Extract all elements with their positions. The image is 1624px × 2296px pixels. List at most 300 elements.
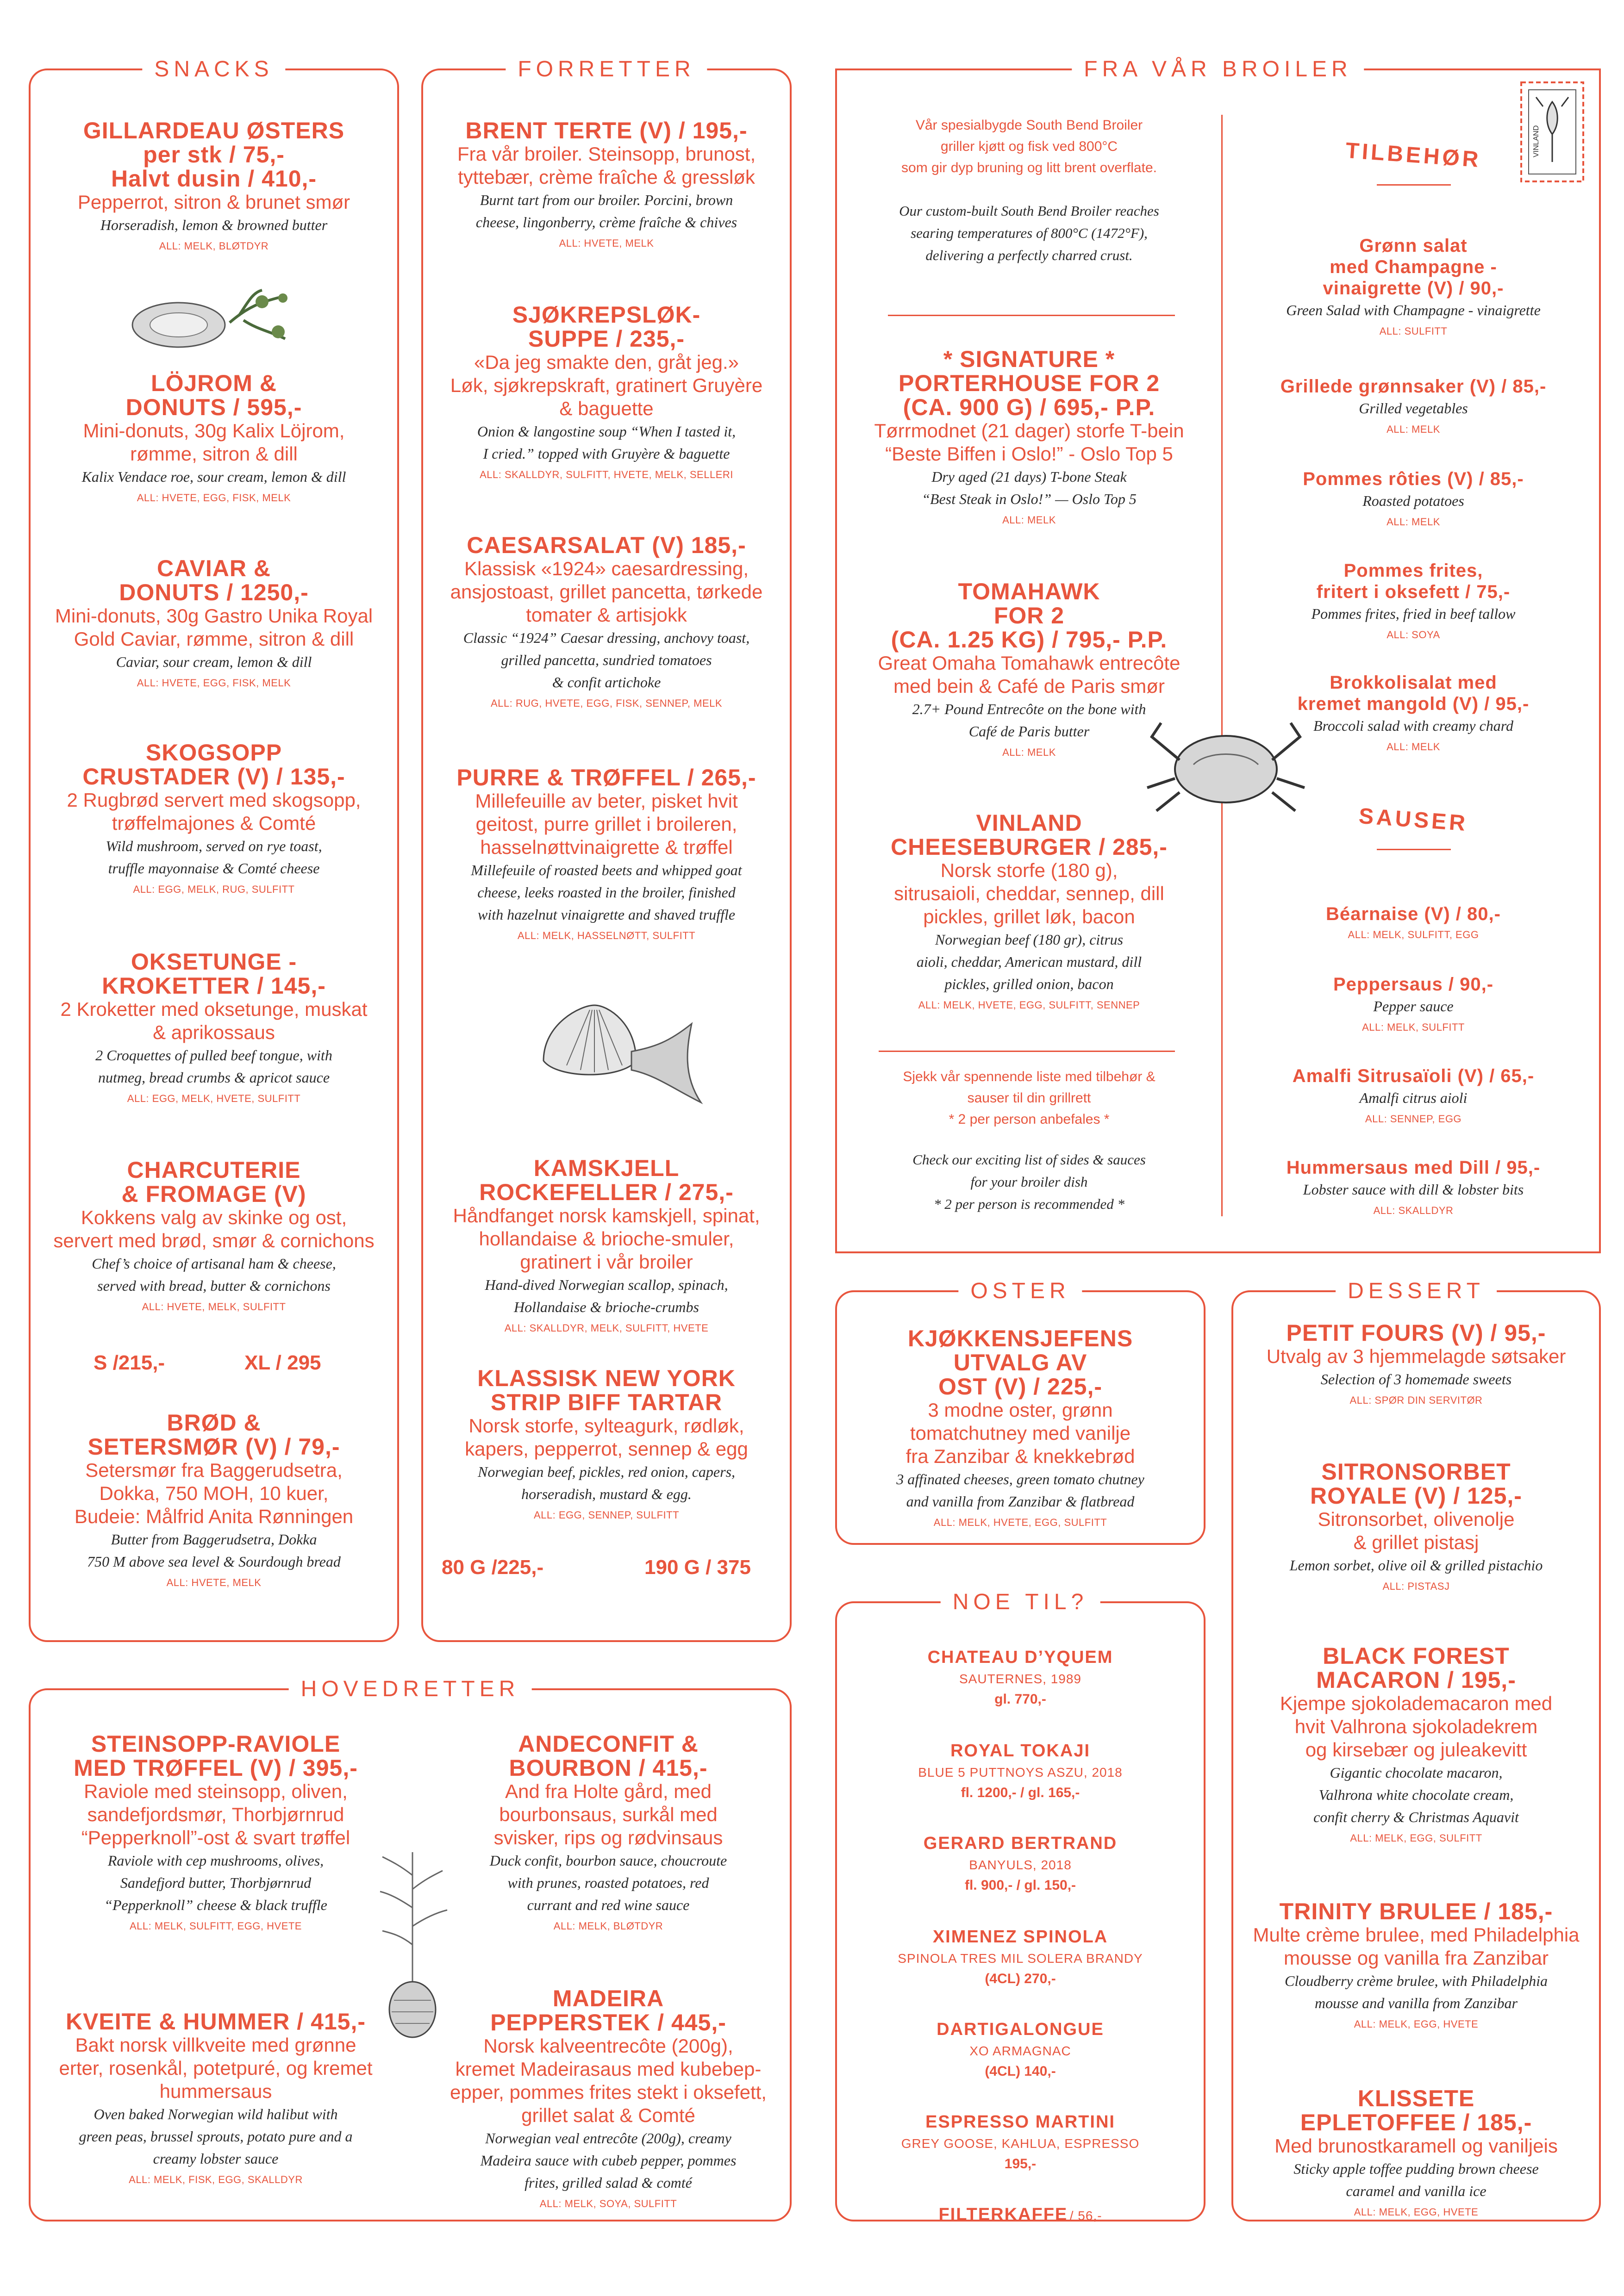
dessert-item-petit-fours	[1233, 1321, 1599, 1411]
item-desc-en: “Pepperknoll” cheese & black truffle	[104, 1897, 327, 1913]
item-desc-no: rømme, sitron & dill	[130, 443, 298, 465]
item-allergens: ALL: MELK	[1387, 516, 1440, 528]
item-desc-no: svisker, rips og rødvinsaus	[493, 1827, 723, 1848]
broiler-intro	[837, 115, 1221, 267]
item-desc-no: “Beste Biffen i Oslo!” - Oslo Top 5	[885, 443, 1173, 465]
drink-price: fl. 900,- / gl. 150,-	[964, 1878, 1076, 1893]
dessert-item-sitronsorbet	[1233, 1460, 1599, 1597]
item-desc-en: pickles, grilled onion, bacon	[944, 976, 1114, 992]
broiler-right-column	[1224, 70, 1603, 1251]
item-name: * SIGNATURE *	[943, 346, 1115, 372]
drink-sub: XO ARMAGNAC	[969, 2044, 1071, 2058]
item-name: SKOGSOPP	[145, 740, 282, 765]
item-name: KROKETTER / 145,-	[102, 973, 326, 999]
item-allergens: ALL: PISTASJ	[1382, 1580, 1450, 1592]
item-desc-en: 2 Croquettes of pulled beef tongue, with	[95, 1047, 332, 1064]
item-allergens: ALL: MELK	[1002, 514, 1056, 526]
item-desc-en: aioli, cheddar, American mustard, dill	[916, 953, 1142, 970]
item-desc-no: hollandaise & brioche-smuler,	[479, 1228, 734, 1250]
menu-item-kamskjell	[423, 1156, 790, 1338]
item-allergens: ALL: MELK, SULFITT, EGG, HVETE	[130, 1920, 302, 1932]
item-desc-no: hummersaus	[159, 2080, 272, 2102]
main-item-raviole	[31, 1732, 401, 1936]
item-name: ANDECONFIT &	[518, 1731, 699, 1757]
item-desc-no: Norsk kalveentrecôte (200g),	[483, 2035, 733, 2057]
item-desc-no: Bakt norsk villkveite med grønne	[75, 2034, 356, 2056]
drink-item-dartigalongue	[837, 2018, 1204, 2082]
broiler-note	[837, 1066, 1221, 1215]
drink-item-chateau	[837, 1646, 1204, 1710]
item-desc-en: horseradish, mustard & egg.	[521, 1486, 692, 1502]
dessert-item-black-forest	[1233, 1644, 1599, 1848]
item-allergens: ALL: MELK, EGG, HVETE	[1354, 2206, 1479, 2218]
item-name: PURRE & TRØFFEL / 265,-	[456, 765, 756, 790]
item-name: KVEITE & HUMMER / 415,-	[65, 2009, 366, 2035]
item-desc-en: Kalix Vendace roe, sour cream, lemon & dill	[81, 468, 346, 485]
item-desc-en: cheese, leeks roasted in the broiler, finished	[477, 884, 736, 901]
item-desc-no: Med brunostkaramell og vaniljeis	[1274, 2135, 1558, 2157]
item-name: KAMSKJELL	[533, 1155, 680, 1181]
item-name: (CA. 900 G) / 695,- P.P.	[903, 394, 1156, 420]
price-190g: 190 G / 375	[644, 1556, 751, 1579]
drink-sub: GREY GOOSE, KAHLUA, ESPRESSO	[901, 2136, 1140, 2151]
drink-price: (4CL) 270,-	[985, 1971, 1056, 1986]
drink-sub: SPINOLA TRES MIL SOLERA BRANDY	[898, 1951, 1143, 1966]
item-name: PORTERHOUSE FOR 2	[898, 370, 1160, 396]
note-en: Check our exciting list of sides & sauces	[912, 1151, 1146, 1168]
drink-sub: BLUE 5 PUTTNOYS ASZU, 2018	[918, 1765, 1123, 1780]
item-desc-en: Butter from Baggerudsetra, Dokka	[111, 1531, 317, 1548]
item-desc-en: Pepper sauce	[1373, 998, 1454, 1014]
item-desc-en: Classic “1924” Caesar dressing, anchovy toast,	[463, 629, 750, 646]
menu-item-ost	[837, 1326, 1204, 1533]
item-name: TRINITY BRULEE / 185,-	[1279, 1898, 1553, 1924]
item-desc-en: nutmeg, bread crumbs & apricot sauce	[98, 1069, 330, 1086]
item-desc-no: hvit Valhrona sjokoladekrem	[1294, 1716, 1538, 1737]
item-desc-en: & confit artichoke	[552, 674, 661, 691]
item-desc-no: pickles, grillet løk, bacon	[923, 906, 1135, 927]
item-name: Béarnaise (V) / 80,-	[1326, 904, 1501, 924]
drink-name: ROYAL TOKAJI	[950, 1741, 1091, 1761]
item-desc-en: Millefeuile of roasted beets and whipped goat	[471, 862, 742, 878]
item-name: Grønn salat	[1359, 236, 1468, 256]
drink-name: XIMENEZ SPINOLA	[932, 1927, 1108, 1947]
item-desc-no: Norsk storfe, sylteagurk, rødløk,	[468, 1415, 744, 1437]
item-desc-en: Selection of 3 homemade sweets	[1320, 1371, 1512, 1388]
intro-en: searing temperatures of 800°C (1472°F),	[911, 225, 1148, 241]
item-desc-en: Cloudberry crème brulee, with Philadelphia	[1285, 1972, 1548, 1989]
item-desc-en: 2.7+ Pound Entrecôte on the bone with	[912, 701, 1146, 717]
item-name: CAVIAR &	[157, 555, 271, 581]
drink-item-filterkaffe	[837, 2203, 1204, 2226]
item-name: TOMAHAWK	[958, 579, 1100, 604]
noetil-title: NOE TIL?	[941, 1587, 1100, 1617]
item-desc-no: & baguette	[559, 398, 654, 419]
intro-en: delivering a perfectly charred crust.	[925, 247, 1133, 263]
sauce-item-bearnaise	[1224, 903, 1603, 945]
item-desc-en: with prunes, roasted potatoes, red	[507, 1874, 709, 1891]
item-desc-no: mousse og vanilla fra Zanzibar	[1284, 1947, 1549, 1969]
item-name: KLASSISK NEW YORK	[477, 1365, 736, 1391]
main-item-andeconfit	[423, 1732, 793, 1936]
menu-item-gillardeau	[31, 118, 397, 256]
item-desc-en: Duck confit, bourbon sauce, choucroute	[489, 1852, 727, 1869]
item-desc-en: grilled pancetta, sundried tomatoes	[501, 652, 712, 668]
item-price: per stk / 75,-	[143, 142, 285, 168]
item-desc-no: sandefjordsmør, Thorbjørnrud	[87, 1804, 344, 1825]
item-allergens: ALL: HVETE, MELK	[166, 1577, 262, 1588]
item-allergens: ALL: SKALLDYR, MELK, SULFITT, HVETE	[504, 1322, 709, 1334]
item-desc-no: fra Zanzibar & knekkebrød	[906, 1445, 1135, 1467]
intro-no: som gir dyp bruning og litt brent overflate.	[901, 160, 1157, 175]
drink-price: gl. 770,-	[994, 1692, 1046, 1707]
item-name: STEINSOPP-RAVIOLE	[91, 1731, 341, 1757]
item-desc-no: geitost, purre grillet i broileren,	[475, 813, 737, 835]
item-desc-no: Mini-donuts, 30g Gastro Unika Royal	[55, 605, 373, 627]
item-desc-en: with hazelnut vinaigrette and shaved truffle	[477, 906, 736, 923]
item-name: PETIT FOURS (V) / 95,-	[1286, 1320, 1546, 1346]
menu-item-lojrom	[31, 371, 397, 508]
item-name: ROCKEFELLER / 275,-	[479, 1179, 734, 1205]
item-desc-no: gratinert i vår broiler	[520, 1251, 693, 1273]
drink-item-bertrand	[837, 1832, 1204, 1896]
item-name: Pommes rôties (V) / 85,-	[1303, 469, 1524, 489]
oyster-illustration	[123, 288, 299, 357]
hovedretter-right-column	[423, 1690, 793, 2220]
item-name: MACARON / 195,-	[1316, 1667, 1516, 1693]
item-name: BOURBON / 415,-	[509, 1755, 708, 1781]
snacks-title: SNACKS	[142, 55, 285, 84]
item-desc-en: Chef’s choice of artisanal ham & cheese,	[92, 1255, 336, 1272]
dessert-title: DESSERT	[1336, 1276, 1497, 1306]
item-name: MADEIRA	[552, 1985, 664, 2011]
item-name: DONUTS / 595,-	[125, 394, 302, 420]
item-name: OST (V) / 225,-	[938, 1374, 1102, 1400]
main-item-kveite	[31, 2010, 401, 2190]
note-no: Sjekk vår spennende liste med tilbehør &	[903, 1069, 1156, 1084]
menu-item-sjokrepslok	[423, 303, 790, 485]
item-allergens: ALL: HVETE, EGG, FISK, MELK	[137, 677, 291, 689]
drink-name: CHATEAU D’YQUEM	[927, 1648, 1113, 1667]
menu-item-skogsopp	[31, 740, 397, 900]
item-name: DONUTS / 1250,-	[119, 579, 309, 605]
item-name: BLACK FOREST	[1323, 1643, 1510, 1669]
item-desc-no: 3 modne oster, grønn	[928, 1399, 1113, 1421]
drink-price: 195,-	[1004, 2156, 1037, 2172]
divider	[888, 315, 1175, 316]
item-desc-no: servert med brød, smør & cornichons	[53, 1230, 375, 1251]
item-name: SETERSMØR (V) / 79,-	[87, 1434, 340, 1460]
intro-no: griller kjøtt og fisk ved 800°C	[940, 139, 1118, 154]
item-desc-no: hasselnøttvinaigrette & trøffel	[480, 836, 733, 858]
item-name: Brokkolisalat med	[1330, 672, 1497, 693]
hovedretter-panel	[29, 1677, 792, 2221]
snacks-panel	[29, 57, 399, 1642]
item-desc-en: Hand-dived Norwegian scallop, spinach,	[485, 1276, 728, 1293]
item-allergens: ALL: MELK, SULFITT, EGG	[1348, 929, 1479, 940]
item-allergens: ALL: SKALLDYR, SULFITT, HVETE, MELK, SELLERI	[480, 469, 733, 480]
item-desc-no: bourbonsaus, surkål med	[499, 1804, 718, 1825]
item-desc-en: Oven baked Norwegian wild halibut with	[94, 2106, 338, 2122]
note-en: * 2 per person is recommended *	[933, 1196, 1125, 1212]
hovedretter-left-column	[31, 1690, 401, 2220]
drink-price: fl. 1200,- / gl. 165,-	[961, 1785, 1080, 1800]
item-desc-en: Pommes frites, fried in beef tallow	[1311, 605, 1516, 622]
item-desc-no: Tørrmodnet (21 dager) storfe T-bein	[874, 420, 1184, 442]
item-desc-no: 2 Kroketter med oksetunge, muskat	[60, 998, 368, 1020]
item-name: (CA. 1.25 KG) / 795,- P.P.	[891, 627, 1168, 653]
item-allergens: ALL: SOYA	[1387, 629, 1440, 641]
item-desc-no: kapers, pepperrot, sennep & egg	[465, 1438, 748, 1460]
item-allergens: ALL: SKALLDYR	[1373, 1205, 1454, 1216]
item-desc-en: Raviole with cep mushrooms, olives,	[107, 1852, 324, 1869]
item-desc-no: Fra vår broiler. Steinsopp, brunost,	[457, 143, 756, 165]
item-allergens: ALL: MELK, BLØTDYR	[159, 240, 269, 252]
item-name: OKSETUNGE -	[131, 949, 297, 975]
item-desc-no: Budeie: Målfrid Anita Rønningen	[74, 1506, 354, 1527]
item-desc-en: I cried.” topped with Gruyère & baguette	[483, 445, 730, 462]
item-name: STRIP BIFF TARTAR	[490, 1389, 723, 1415]
item-allergens: ALL: HVETE, EGG, FISK, MELK	[137, 492, 291, 504]
item-desc-en: Onion & langostine soup “When I tasted it,	[477, 423, 736, 440]
note-no: sauser til din grillrett	[967, 1090, 1091, 1106]
item-desc-no: Dokka, 750 MOH, 10 kuer,	[99, 1482, 329, 1504]
dessert-panel	[1231, 1279, 1601, 2221]
dessert-item-trinity-brulee	[1233, 1899, 1599, 2035]
side-item-grillede	[1224, 376, 1603, 440]
oster-panel	[835, 1279, 1206, 1545]
broiler-left-column	[837, 70, 1221, 1251]
item-name: CAESARSALAT (V) 185,-	[467, 532, 746, 558]
item-desc-en: creamy lobster sauce	[153, 2150, 279, 2167]
sauce-item-peppersaus	[1224, 974, 1603, 1038]
menu-item-porterhouse	[837, 347, 1221, 530]
item-desc-en: Broccoli salad with creamy chard	[1313, 717, 1513, 734]
drink-price: (4CL) 140,-	[985, 2064, 1056, 2079]
menu-item-biff-tartar	[423, 1366, 790, 1525]
tilbehor-title: TILBEHØR	[1344, 138, 1482, 173]
item-name: EPLETOFFEE / 185,-	[1300, 2109, 1532, 2135]
item-desc-no: “Pepperknoll”-ost & svart trøffel	[81, 1827, 350, 1848]
item-desc-no: tomater & artisjokk	[526, 604, 687, 626]
item-allergens: ALL: EGG, MELK, HVETE, SULFITT	[127, 1093, 301, 1104]
price-small: S /215,-	[94, 1351, 165, 1374]
item-name: CHEESEBURGER / 285,-	[891, 834, 1168, 860]
price-xl: XL / 295	[244, 1351, 321, 1374]
noetil-panel	[835, 1590, 1206, 2224]
item-desc-no: And fra Holte gård, med	[505, 1780, 712, 1802]
item-desc-en: Sandefjord butter, Thorbjørnrud	[120, 1874, 312, 1891]
forretter-title: FORRETTER	[506, 55, 707, 84]
item-desc-en: Lobster sauce with dill & lobster bits	[1303, 1181, 1524, 1198]
item-desc-en: Burnt tart from our broiler. Porcini, brown	[480, 192, 733, 208]
item-desc-en: Grilled vegetables	[1359, 400, 1468, 417]
item-desc-no: Millefeuille av beter, pisket hvit	[475, 790, 738, 812]
item-desc-en: Madeira sauce with cubeb pepper, pommes	[480, 2152, 737, 2169]
drink-name: ESPRESSO MARTINI	[925, 2112, 1115, 2132]
item-name: Amalfi Sitrusaïoli (V) / 65,-	[1292, 1066, 1535, 1086]
item-desc-en: Wild mushroom, served on rye toast,	[106, 838, 322, 854]
item-desc-no: med bein & Café de Paris smør	[893, 675, 1165, 697]
item-desc-en: Lemon sorbet, olive oil & grilled pistachio	[1289, 1557, 1543, 1574]
forretter-panel	[421, 57, 792, 1642]
item-allergens: ALL: MELK, BLØTDYR	[553, 1920, 663, 1932]
item-desc-en: Norwegian beef (180 gr), citrus	[935, 931, 1124, 948]
item-name: SUPPE / 235,-	[528, 326, 685, 352]
item-desc-no: 2 Rugbrød servert med skogsopp,	[67, 789, 361, 811]
drink-item-tokaji	[837, 1739, 1204, 1803]
column-divider	[1221, 115, 1223, 1216]
item-desc-no: tomatchutney med vanilje	[910, 1422, 1131, 1444]
sauce-item-sitrusaioli	[1224, 1065, 1603, 1129]
item-desc-en: and vanilla from Zanzibar & flatbread	[906, 1493, 1135, 1510]
side-item-pommes-roties	[1224, 468, 1603, 532]
item-desc-en: served with bread, butter & cornichons	[97, 1277, 331, 1294]
side-item-pommes-frites	[1224, 560, 1603, 645]
item-name: Hummersaus med Dill / 95,-	[1286, 1157, 1541, 1178]
item-name: BRØD &	[167, 1410, 261, 1436]
item-allergens: ALL: MELK, SOYA, SULFITT	[539, 2198, 677, 2209]
item-desc-en: Caviar, sour cream, lemon & dill	[116, 653, 312, 670]
menu-item-caesarsalat	[423, 533, 790, 714]
item-desc-no: «Da jeg smakte den, gråt jeg.»	[474, 351, 739, 373]
item-name: MED TRØFFEL (V) / 395,-	[74, 1755, 358, 1781]
item-name: SJØKREPSLØK-	[512, 302, 701, 328]
sauser-title: SAUSER	[1358, 803, 1469, 836]
dessert-item-klissete	[1233, 2086, 1599, 2222]
drink-name: DARTIGALONGUE	[937, 2020, 1104, 2039]
item-name: ROYALE (V) / 125,-	[1310, 1483, 1522, 1509]
item-allergens: ALL: MELK, HVETE, EGG, SULFITT, SENNEP	[918, 999, 1140, 1011]
item-desc-no: Great Omaha Tomahawk entrecôte	[878, 652, 1181, 674]
item-name: LÖJROM &	[151, 370, 277, 396]
main-item-madeira	[423, 1986, 793, 2214]
side-item-gronn-salat	[1224, 235, 1603, 342]
item-desc-en: Café de Paris butter	[968, 723, 1090, 740]
item-desc-no: tyttebær, crème fraîche & gressløk	[458, 166, 755, 188]
drink-sub: BANYULS, 2018	[969, 1858, 1072, 1872]
item-desc-en: confit cherry & Christmas Aquavit	[1313, 1809, 1519, 1825]
side-item-brokkolisalat	[1224, 672, 1603, 757]
item-desc-no: Mini-donuts, 30g Kalix Löjrom,	[83, 420, 345, 442]
item-desc-en: 750 M above sea level & Sourdough bread	[87, 1553, 341, 1570]
drink-price: / 56,-	[1069, 2209, 1102, 2223]
item-desc-no: Utvalg av 3 hjemmelagde søtsaker	[1266, 1345, 1566, 1367]
item-desc-en: Hollandaise & brioche-crumbs	[514, 1299, 699, 1315]
item-desc-no: sitrusaioli, cheddar, sennep, dill	[894, 883, 1164, 904]
item-allergens: ALL: HVETE, MELK, SULFITT	[142, 1301, 286, 1313]
item-desc-no: Norsk storfe (180 g),	[940, 859, 1118, 881]
item-desc-en: mousse and vanilla from Zanzibar	[1315, 1995, 1518, 2011]
item-name: med Champagne -	[1330, 257, 1497, 277]
item-desc-no: ansjostoast, grillet pancetta, tørkede	[450, 581, 763, 603]
item-desc-no: trøffelmajones & Comté	[112, 812, 316, 834]
item-allergens: ALL: MELK, EGG, SULFITT	[1350, 1832, 1482, 1844]
item-name: Grillede grønnsaker (V) / 85,-	[1280, 376, 1547, 397]
item-name: Pommes frites,	[1343, 560, 1483, 581]
item-desc-en: frites, grilled salad & comté	[525, 2174, 692, 2191]
menu-item-charcuterie	[31, 1158, 397, 1317]
divider	[879, 1051, 1175, 1052]
item-desc-en: Amalfi citrus aioli	[1359, 1089, 1468, 1106]
menu-item-purre-troffel	[423, 765, 790, 946]
item-desc-en: Sticky apple toffee pudding brown cheese	[1293, 2160, 1539, 2177]
menu-item-caviar	[31, 556, 397, 693]
item-name: CHARCUTERIE	[127, 1157, 301, 1183]
item-name: kremet mangold (V) / 95,-	[1297, 694, 1530, 714]
item-desc-en: currant and red wine sauce	[527, 1897, 690, 1913]
item-price: Halvt dusin / 410,-	[111, 166, 317, 192]
item-desc-en: 3 affinated cheeses, green tomato chutney	[896, 1471, 1144, 1487]
item-allergens: ALL: MELK, HVETE, EGG, SULFITT	[933, 1517, 1107, 1528]
drink-name: GERARD BERTRAND	[923, 1834, 1118, 1853]
note-no: * 2 per person anbefales *	[949, 1112, 1110, 1127]
item-desc-no: & aprikossaus	[153, 1021, 275, 1043]
item-desc-no: kremet Madeirasaus med kubebep-	[455, 2058, 762, 2080]
intro-en: Our custom-built South Bend Broiler reaches	[899, 203, 1159, 219]
note-en: for your broiler dish	[970, 1174, 1088, 1190]
price-80g: 80 G /225,-	[442, 1556, 544, 1579]
item-name: VINLAND	[976, 810, 1082, 836]
item-desc-no: erter, rosenkål, potetpuré, og kremet	[59, 2057, 373, 2079]
item-desc-no: Multe crème brulee, med Philadelphia	[1253, 1924, 1580, 1946]
item-allergens: ALL: SULFITT	[1379, 325, 1448, 337]
item-allergens: ALL: RUG, HVETE, EGG, FISK, SENNEP, MELK	[490, 697, 723, 709]
item-name: GILLARDEAU ØSTERS	[83, 118, 345, 143]
item-allergens: ALL: EGG, SENNEP, SULFITT	[533, 1509, 680, 1521]
drink-item-ximenez	[837, 1925, 1204, 1989]
item-desc-en: truffle mayonnaise & Comté cheese	[108, 860, 320, 877]
item-desc-en: Gigantic chocolate macaron,	[1330, 1764, 1503, 1781]
item-desc-no: Raviole med steinsopp, oliven,	[84, 1780, 348, 1802]
menu-item-cheeseburger	[837, 811, 1221, 1015]
item-name: & FROMAGE (V)	[121, 1181, 306, 1207]
item-desc-en: caramel and vanilla ice	[1346, 2183, 1487, 2199]
item-name: Peppersaus / 90,-	[1333, 974, 1494, 995]
item-name: vinaigrette (V) / 90,-	[1323, 278, 1504, 299]
item-desc-en: “Best Steak in Oslo!” — Oslo Top 5	[922, 491, 1137, 507]
hovedretter-title: HOVEDRETTER	[289, 1674, 532, 1704]
item-name: KLISSETE	[1357, 2085, 1475, 2111]
item-desc-no: Sitronsorbet, olivenolje	[1318, 1508, 1515, 1530]
item-desc-en: Norwegian beef, pickles, red onion, capers,	[477, 1463, 736, 1480]
item-desc-no: Klassisk «1924» caesardressing,	[464, 558, 749, 579]
item-desc-no: Kjempe sjokolademacaron med	[1280, 1692, 1553, 1714]
item-desc-no: Løk, sjøkrepskraft, gratinert Gruyère	[450, 374, 763, 396]
item-desc-no: epper, pommes frites stekt i oksefett,	[450, 2081, 767, 2103]
item-name: PEPPERSTEK / 445,-	[490, 2010, 726, 2035]
scallop-illustration	[516, 996, 710, 1116]
item-desc-no: grillet salat & Comté	[521, 2104, 695, 2126]
item-allergens: ALL: HVETE, MELK	[559, 237, 654, 249]
item-allergens: ALL: MELK, HASSELNØTT, SULFITT	[517, 930, 696, 941]
drink-name: FILTERKAFFE	[938, 2205, 1068, 2224]
item-desc-en: cheese, lingonberry, crème fraîche & chives	[475, 214, 737, 230]
item-desc-no: Setersmør fra Baggerudsetra,	[85, 1459, 343, 1481]
item-desc-en: Green Salad with Champagne - vinaigrette	[1286, 302, 1541, 318]
item-allergens: ALL: EGG, MELK, RUG, SULFITT	[133, 884, 295, 895]
item-allergens: ALL: SENNEP, EGG	[1365, 1113, 1462, 1125]
item-name: fritert i oksefett / 75,-	[1316, 582, 1511, 602]
item-allergens: ALL: MELK, SULFITT	[1362, 1021, 1465, 1033]
oster-title: OSTER	[958, 1276, 1082, 1306]
broiler-panel	[835, 57, 1601, 1253]
item-desc-no: Gold Caviar, rømme, sitron & dill	[74, 628, 354, 650]
item-allergens: ALL: MELK, FISK, EGG, SKALLDYR	[129, 2174, 303, 2185]
divider	[1377, 184, 1451, 186]
item-desc-en: Horseradish, lemon & browned butter	[100, 217, 328, 233]
item-desc-no: Pepperrot, sitron & brunet smør	[77, 191, 350, 213]
